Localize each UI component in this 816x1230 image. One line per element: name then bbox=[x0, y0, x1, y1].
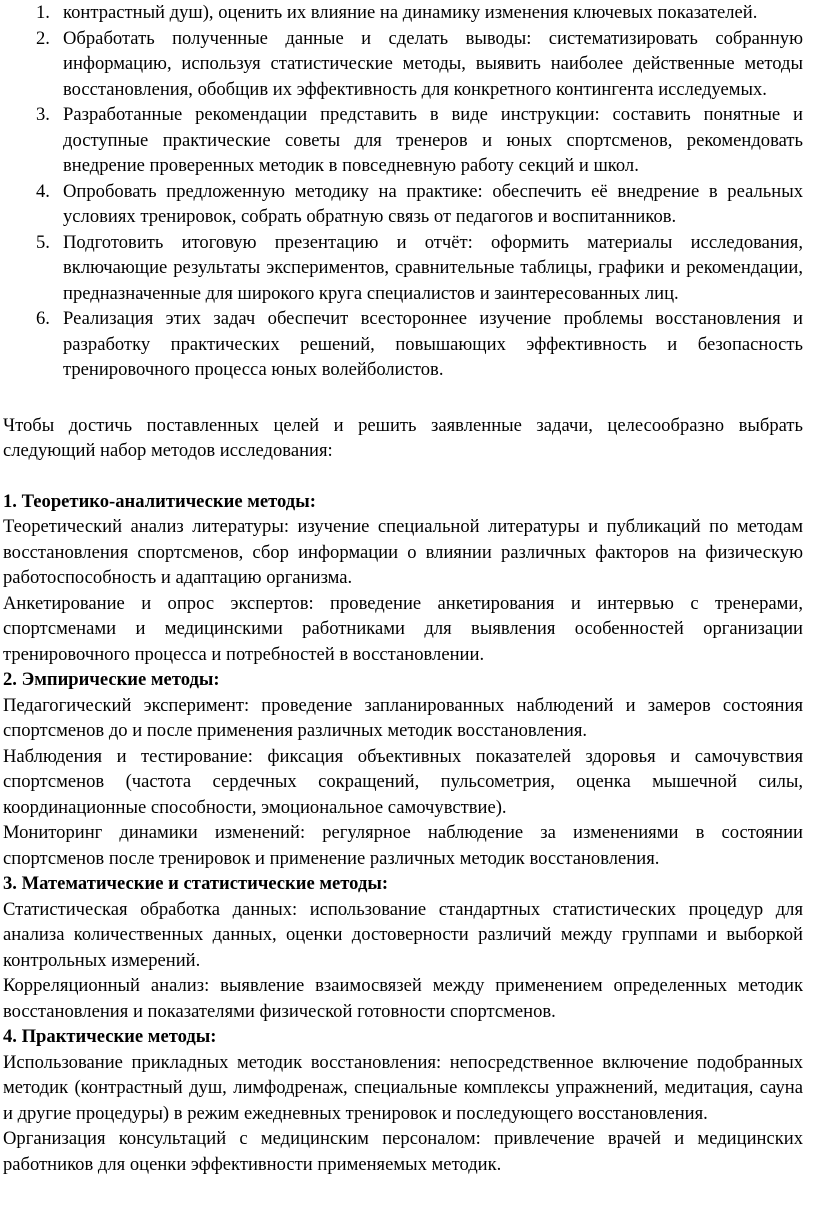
list-item bbox=[36, 230, 803, 307]
spacer bbox=[3, 383, 803, 413]
list-item bbox=[36, 306, 803, 383]
section-heading: 3. Математические и статистические методы: bbox=[3, 873, 389, 894]
section-paragraph: Организация консультаций с медицинским персоналом: привлечение врачей и медицинских работников для оценки эффективности применяемых методик. bbox=[3, 1128, 803, 1175]
list-number: 3. bbox=[36, 104, 50, 125]
list-item-text: Подготовить итоговую презентацию и отчёт: оформить материалы исследования, включающие результаты экспериментов, сравнительные таблицы, графики и рекомендации, предназначенные для широкого круга специалистов и заинтересованных лиц. bbox=[63, 231, 803, 304]
section-heading: 1. Теоретико-аналитические методы: bbox=[3, 490, 316, 512]
section-paragraph: Наблюдения и тестирование: фиксация объективных показателей здоровья и самочувствия спортсменов (частота сердечных сокращений, пульсометрия, оценка мышечной силы, координационные способности, эмоциональное самочувствие). bbox=[3, 745, 803, 818]
list-number: 4. bbox=[36, 180, 50, 202]
list-item bbox=[36, 102, 803, 179]
list-number: 6. bbox=[36, 308, 50, 329]
section-paragraph: Статистическая обработка данных: использование стандартных статистических процедур для анализа количественных данных, оценки достоверности различий между группами и выборкой контрольных измерений. bbox=[3, 898, 803, 971]
intro-paragraph: Чтобы достичь поставленных целей и решить заявленные задачи, целесообразно выбрать следующий набор методов исследования: bbox=[3, 414, 803, 461]
section-paragraph: Теоретический анализ литературы: изучение специальной литературы и публикаций по методам восстановления спортсменов, сбор информации о влиянии различных факторов на физическую работоспособность и адаптацию организма. bbox=[3, 516, 803, 588]
list-item-text: Разработанные рекомендации представить в виде инструкции: составить понятные и доступные практические советы для тренеров и юных спортсменов, рекомендовать внедрение проверенных методик в повседневную работу секций и школ. bbox=[63, 104, 803, 176]
list-item-text: Реализация этих задач обеспечит всестороннее изучение проблемы восстановления и разработку практических решений, повышающих эффективность и безопасность тренировочного процесса юных волейболистов. bbox=[63, 308, 803, 380]
section-heading: 4. Практические методы: bbox=[3, 1026, 217, 1047]
section-theoretical bbox=[3, 489, 803, 668]
list-item-text: Обработать полученные данные и сделать выводы: систематизировать собранную информацию, используя статистические методы, выявить наиболее действенные методы восстановления, обобщив их эффективность для конкретного контингента исследуемых. bbox=[63, 27, 803, 100]
section-empirical bbox=[3, 667, 803, 871]
list-item-text: Опробовать предложенную методику на практике: обеспечить её внедрение в реальных условиях тренировок, собрать обратную связь от педагогов и воспитанников. bbox=[63, 180, 803, 227]
document-page bbox=[3, 0, 803, 1177]
section-paragraph: Педагогический эксперимент: проведение запланированных наблюдений и замеров состояния спортсменов до и после применения различных методик восстановления. bbox=[3, 694, 803, 741]
section-paragraph: Мониторинг динамики изменений: регулярное наблюдение за изменениями в состоянии спортсменов после тренировок и применение различных методик восстановления. bbox=[3, 822, 803, 869]
spacer bbox=[3, 464, 803, 489]
section-statistical bbox=[3, 871, 803, 1024]
list-item bbox=[36, 179, 803, 230]
list-item bbox=[36, 0, 803, 26]
section-paragraph: Анкетирование и опрос экспертов: проведение анкетирования и интервью с тренерами, спортсменами и медицинскими работниками для выявления особенностей организации тренировочного процесса и потребностей в восстановлении. bbox=[3, 592, 803, 665]
list-number: 1. bbox=[36, 2, 50, 23]
list-number: 5. bbox=[36, 231, 50, 253]
section-paragraph: Использование прикладных методик восстановления: непосредственное включение подобранных методик (контрастный душ, лимфодренаж, специальные комплексы упражнений, медитация, сауна и другие процедуры) в режим ежедневных тренировок и последующего восстановления. bbox=[3, 1051, 803, 1124]
section-paragraph: Корреляционный анализ: выявление взаимосвязей между применением определенных методик восстановления и показателями физической готовности спортсменов. bbox=[3, 975, 803, 1022]
section-practical bbox=[3, 1024, 803, 1177]
tasks-list bbox=[3, 0, 803, 383]
list-number: 2. bbox=[36, 27, 50, 49]
list-item bbox=[36, 26, 803, 103]
list-item-text: контрастный душ), оценить их влияние на динамику изменения ключевых показателей. bbox=[63, 2, 758, 23]
section-heading: 2. Эмпирические методы: bbox=[3, 669, 220, 690]
